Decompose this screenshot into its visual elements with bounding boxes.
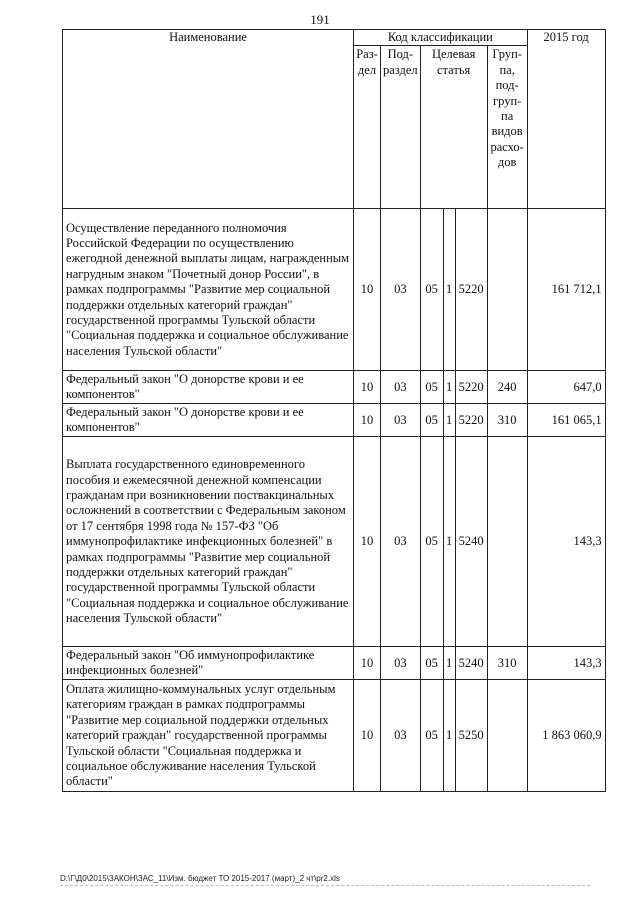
row-amount: 161 065,1 [527, 404, 605, 437]
row-razdel: 10 [354, 437, 381, 647]
row-razdel: 10 [354, 404, 381, 437]
row-ts-direction: 5240 [455, 647, 487, 680]
row-ts-subprogram: 1 [443, 209, 455, 371]
budget-table [62, 29, 606, 792]
row-ts-subprogram: 1 [443, 404, 455, 437]
row-name: Оплата жилищно-коммунальных услуг отдельным категориям граждан в рамках подпрограммы "Развитие мер социальной поддержки отдельных категорий граждан" государственной программы Тульской области "Социальная поддержка и социальное обслуживание населения Тульской области" [63, 680, 354, 792]
footer-divider [60, 885, 590, 886]
row-ts-direction: 5220 [455, 209, 487, 371]
header-razdel: Раз- дел [354, 46, 381, 209]
header-podrazdel: Под- раздел [381, 46, 421, 209]
row-amount: 161 712,1 [527, 209, 605, 371]
row-vid [487, 437, 527, 647]
row-amount: 1 863 060,9 [527, 680, 605, 792]
table-row [63, 680, 606, 792]
row-ts-program: 05 [420, 680, 443, 792]
header-year: 2015 год [527, 30, 605, 209]
footer-file-path: D:\Г\Д0\2015\ЗАКОН\ЗАС_11\Изм. бюджет ТО 2015-2017 (март)_2 чт\pr2.xls [60, 874, 340, 883]
row-name: Выплата государственного единовременного пособия и ежемесячной денежной компенсации гражданам при возникновении поствакцинальных осложнений в соответствии с Федеральным законом от 17 сентября 1998 года № 157-ФЗ "Об иммунопрофилактике инфекционных болезней" в рамках подпрограммы "Развитие мер социальной поддержки отдельных категорий граждан" государственной программы Тульской области "Социальная поддержка и социальное обслуживание населения Тульской области" [63, 437, 354, 647]
row-amount: 143,3 [527, 647, 605, 680]
header-tselevaya-statya: Целевая статья [420, 46, 487, 209]
row-amount: 647,0 [527, 371, 605, 404]
row-podrazdel: 03 [381, 371, 421, 404]
row-vid: 310 [487, 647, 527, 680]
row-podrazdel: 03 [381, 209, 421, 371]
row-ts-direction: 5220 [455, 371, 487, 404]
row-name: Осуществление переданного полномочия Российской Федерации по осуществлению ежегодной денежной выплаты лицам, награжденным нагрудным знаком "Почетный донор России", в рамках подпрограммы "Развитие мер социальной поддержки отдельных категорий граждан" государственной программы Тульской области "Социальная поддержка и социальное обслуживание населения Тульской области" [63, 209, 354, 371]
row-podrazdel: 03 [381, 437, 421, 647]
row-vid [487, 680, 527, 792]
row-vid: 240 [487, 371, 527, 404]
table-row [63, 647, 606, 680]
header-name: Наименование [63, 30, 354, 209]
page-number: 191 [310, 12, 330, 27]
row-razdel: 10 [354, 647, 381, 680]
row-vid [487, 209, 527, 371]
row-ts-program: 05 [420, 647, 443, 680]
row-name: Федеральный закон "О донорстве крови и ее компонентов" [63, 404, 354, 437]
row-razdel: 10 [354, 209, 381, 371]
row-ts-direction: 5220 [455, 404, 487, 437]
row-ts-direction: 5250 [455, 680, 487, 792]
row-ts-subprogram: 1 [443, 371, 455, 404]
row-ts-direction: 5240 [455, 437, 487, 647]
table-row [63, 404, 606, 437]
row-razdel: 10 [354, 680, 381, 792]
row-ts-subprogram: 1 [443, 680, 455, 792]
row-podrazdel: 03 [381, 404, 421, 437]
header-classification: Код классификации [354, 30, 528, 46]
table-row [63, 209, 606, 371]
row-razdel: 10 [354, 371, 381, 404]
row-ts-subprogram: 1 [443, 437, 455, 647]
table-row [63, 371, 606, 404]
header-gruppa-vidov: Груп- па, под- груп- па видов расхо- дов [487, 46, 527, 209]
row-podrazdel: 03 [381, 647, 421, 680]
row-amount: 143,3 [527, 437, 605, 647]
row-ts-subprogram: 1 [443, 647, 455, 680]
row-ts-program: 05 [420, 209, 443, 371]
table-row [63, 437, 606, 647]
row-podrazdel: 03 [381, 680, 421, 792]
row-name: Федеральный закон "О донорстве крови и ее компонентов" [63, 371, 354, 404]
row-vid: 310 [487, 404, 527, 437]
row-name: Федеральный закон "Об иммунопрофилактике инфекционных болезней" [63, 647, 354, 680]
row-ts-program: 05 [420, 404, 443, 437]
row-ts-program: 05 [420, 437, 443, 647]
row-ts-program: 05 [420, 371, 443, 404]
